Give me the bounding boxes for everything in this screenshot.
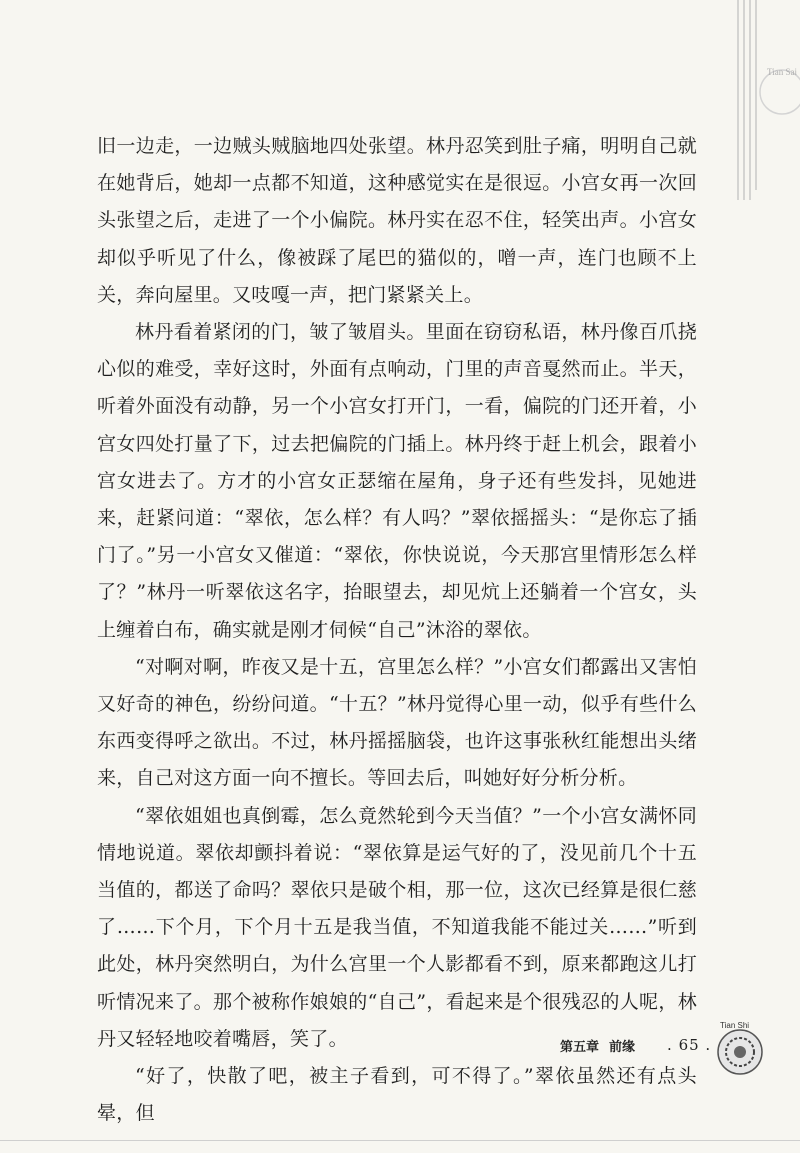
header-ornament-text: Tian Sai xyxy=(767,67,797,77)
footer-emblem-icon xyxy=(710,1018,770,1078)
body-text xyxy=(97,128,697,1132)
bottom-rule xyxy=(0,1140,800,1141)
footer-emblem-text: Tian Shi xyxy=(720,1021,750,1030)
paragraph: 林丹看着紧闭的门，皱了皱眉头。里面在窃窃私语，林丹像百爪挠心似的难受，幸好这时，外面有点响动，门里的声音戛然而止。半天，听着外面没有动静，另一个小宫女打开门，一看，偏院的门还开着，小宫女四处打量了下，过去把偏院的门插上。林丹终于赶上机会，跟着小宫女进去了。方才的小宫女正瑟缩在屋角，身子还有些发抖，见她进来，赶紧问道：“翠依，怎么样？有人吗？”翠依摇摇头：“是你忘了插门了。”另一小宫女又催道：“翠依，你快说说，今天那宫里情形怎么样了？”林丹一听翠依这名字，抬眼望去，却见炕上还躺着一个宫女，头上缠着白布，确实就是刚才伺候“自己”沐浴的翠依。 xyxy=(97,321,697,641)
paragraph: “对啊对啊，昨夜又是十五，宫里怎么样？”小宫女们都露出又害怕又好奇的神色，纷纷问道。“十五？”林丹觉得心里一动，似乎有些什么东西变得呼之欲出。不过，林丹摇摇脑袋，也许这事张秋红能想出头绪来，自己对这方面一向不擅长。等回去后，叫她好好分析分析。 xyxy=(97,655,697,790)
paragraph: “好了，快散了吧，被主子看到，可不得了。”翠依虽然还有点头晕，但 xyxy=(97,1065,697,1125)
page-footer xyxy=(560,1030,711,1060)
header-ornament xyxy=(730,0,800,200)
paragraph: 旧一边走，一边贼头贼脑地四处张望。林丹忍笑到肚子痛，明明自己就在她背后，她却一点都不知道，这种感觉实在是很逗。小宫女再一次回头张望之后，走进了一个小偏院。林丹实在忍不住，轻笑出声。小宫女却似乎听见了什么，像被踩了尾巴的猫似的，噌一声，连门也顾不上关，奔向屋里。又吱嘎一声，把门紧紧关上。 xyxy=(97,135,697,306)
paragraph: “翠依姐姐也真倒霉，怎么竟然轮到今天当值？”一个小宫女满怀同情地说道。翠依却颤抖着说：“翠依算是运气好的了，没见前几个十五当值的，都送了命吗？翠依只是破个相，那一位，这次已经算是很仁慈了……下个月，下个月十五是我当值，不知道我能不能过关……”听到此处，林丹突然明白，为什么宫里一个人影都看不到，原来都跑这儿打听情况来了。那个被称作娘娘的“自己”，看起来是个很残忍的人呢，林丹又轻轻地咬着嘴唇，笑了。 xyxy=(97,804,697,1050)
page-number: . 65 . xyxy=(667,1036,712,1054)
section-label: 前缘 xyxy=(609,1039,636,1055)
chapter-label: 第五章 xyxy=(560,1039,600,1055)
